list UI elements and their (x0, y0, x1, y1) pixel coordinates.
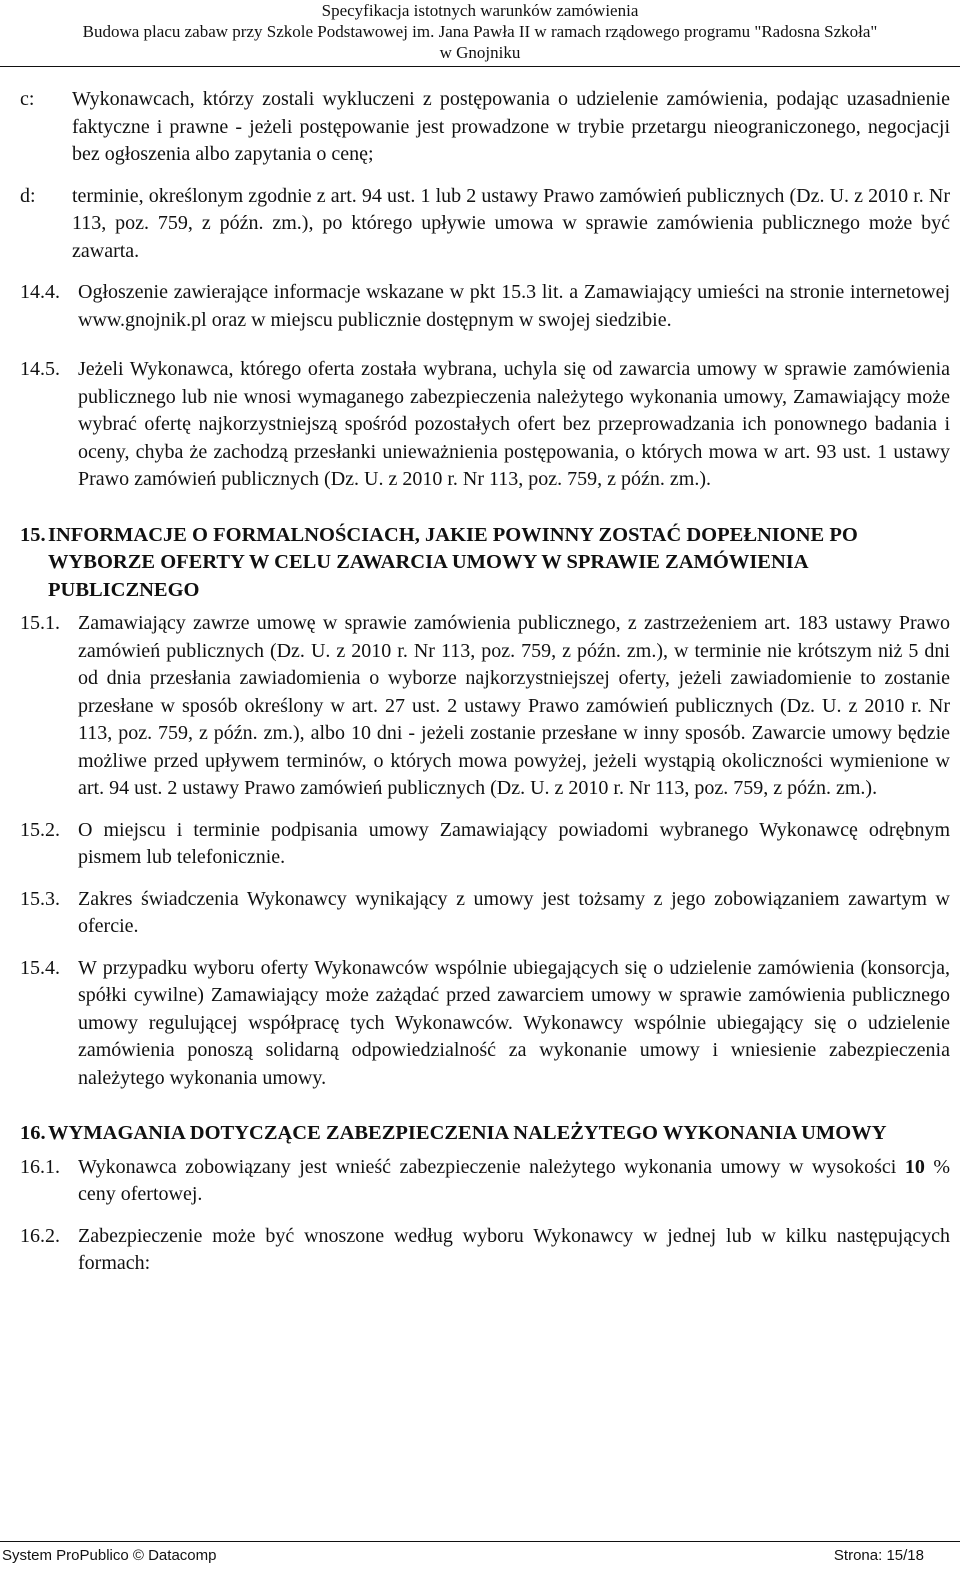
header-title: Specyfikacja istotnych warunków zamówienia (321, 1, 639, 20)
percentage-value: 10 (904, 1155, 925, 1178)
paragraph-number: 15.3. (20, 887, 60, 910)
paragraph-text: Zakres świadczenia Wykonawcy wynikający z umowy jest tożsamy z jego zobowiązaniem zawartym w ofercie. (78, 887, 950, 937)
paragraph-number: 14.4. (20, 281, 60, 303)
paragraph-15-4 (20, 955, 950, 1093)
paragraph-number: 15.2. (20, 818, 60, 841)
section-16-heading (20, 1120, 950, 1148)
document-header (0, 0, 960, 63)
paragraph-text: W przypadku wyboru oferty Wykonawców wspólnie ubiegających się o udzielenie zamówienia (konsorcja, spółki cywilne) Zamawiający może zażądać przed zawarciem umowy w sprawie zamówienia publicznego umowy regulującej współpracę tych Wykonawców. Wykonawcy wspólnie ubiegający się o udzielenie zamówienia ponoszą solidarną odpowiedzialność za wykonanie umowy i wniesienie zabezpieczenia należytego wykonania umowy. (78, 956, 950, 1089)
header-location: w Gnojniku (439, 43, 521, 62)
section-15-heading (20, 522, 950, 605)
paragraph-number: 16.1. (20, 1155, 60, 1178)
paragraph-14-5 (20, 356, 950, 494)
item-text: Wykonawcach, którzy zostali wykluczeni z postępowania o udzielenie zamówienia, podając uzasadnienie faktyczne i prawne - jeżeli postępowanie jest prowadzone w trybie przetargu nieograniczonego, negocjacji bez ogłoszenia albo zapytania o cenę; (72, 88, 950, 165)
section-title: WYMAGANIA DOTYCZĄCE ZABEZPIECZENIA NALEŻYTEGO WYKONANIA UMOWY (48, 1122, 887, 1144)
paragraph-15-1 (20, 610, 950, 803)
footer-divider (0, 1541, 960, 1542)
header-project: Budowa placu zabaw przy Szkole Podstawowej im. Jana Pawła II w ramach rządowego programu "Radosna Szkoła" (82, 22, 878, 41)
section-number: 15. (20, 523, 46, 546)
item-text: terminie, określonym zgodnie z art. 94 ust. 1 lub 2 ustawy Prawo zamówień publicznych (Dz. U. z 2010 r. Nr 113, poz. 759, z późn. zm.), po którego upływie umowa w sprawie zamówienia publicznego może być zawarta. (72, 184, 950, 262)
paragraph-16-2 (20, 1223, 950, 1278)
paragraph-15-3 (20, 886, 950, 941)
paragraph-text: Ogłoszenie zawierające informacje wskazane w pkt 15.3 lit. a Zamawiający umieści na stronie internetowej www.gnojnik.pl oraz w miejscu publicznie dostępnym w swojej siedzibie. (78, 281, 950, 331)
header-divider (0, 66, 960, 67)
document-body (20, 86, 950, 1278)
list-item-d (20, 183, 950, 266)
section-number: 16. (20, 1122, 46, 1144)
paragraph-number: 15.4. (20, 956, 60, 979)
item-marker: c: (20, 88, 35, 110)
paragraph-14-4 (20, 279, 950, 334)
item-marker: d: (20, 184, 36, 207)
paragraph-number: 14.5. (20, 358, 60, 380)
paragraph-text: O miejscu i terminie podpisania umowy Zamawiający powiadomi wybranego Wykonawcę odrębnym pismem lub telefonicznie. (78, 818, 950, 868)
paragraph-16-1 (20, 1154, 950, 1209)
paragraph-number: 16.2. (20, 1224, 60, 1247)
paragraph-text: Zamawiający zawrze umowę w sprawie zamówienia publicznego, z zastrzeżeniem art. 183 ustawy Prawo zamówień publicznych (Dz. U. z 2010 r. Nr 113, poz. 759, z późn. zm.), w terminie nie krótszym niż 5 dni od dnia przesłania zawiadomienia o wyborze najkorzystniejszej oferty, jeżeli zawiadomienie to zostanie przesłane w sposób określony w art. 27 ust. 2 ustawy Prawo zamówień publicznych (Dz. U. z 2010 r. Nr 113, poz. 759, z późn. zm.), albo 10 dni - jeżeli zostanie przesłane w inny sposób. Zawarcie umowy będzie możliwe przed upływem terminów, o których mowa powyżej, jeżeli wystąpią okoliczności wymienione w art. 94 ust. 2 ustawy Prawo zamówień publicznych (Dz. U. z 2010 r. Nr 113, poz. 759, z późn. zm.). (78, 612, 950, 799)
paragraph-number: 15.1. (20, 612, 60, 634)
paragraph-15-2 (20, 817, 950, 872)
page-number: Strona: 15/18 (833, 1547, 924, 1564)
paragraph-text: Zabezpieczenie może być wnoszone według wyboru Wykonawcy w jednej lub w kilku następujących formach: (78, 1224, 950, 1274)
paragraph-text (78, 1154, 950, 1209)
footer-system-label: System ProPublico © Datacomp (2, 1547, 217, 1564)
section-title: INFORMACJE O FORMALNOŚCIACH, JAKIE POWINNY ZOSTAĆ DOPEŁNIONE PO WYBORZE OFERTY W CELU ZAWARCIA UMOWY W SPRAWIE ZAMÓWIENIA PUBLICZNEGO (48, 523, 858, 601)
paragraph-text-end: % ceny ofertowej. (78, 1155, 950, 1205)
list-item-c (20, 86, 950, 169)
paragraph-text: Jeżeli Wykonawca, którego oferta została wybrana, uchyla się od zawarcia umowy w sprawie zamówienia publicznego lub nie wnosi wymaganego zabezpieczenia należytego wykonania umowy, Zamawiający może wybrać ofertę najkorzystniejszą spośród pozostałych ofert bez przeprowadzania ich ponownego badania i oceny, chyba że zachodzą przesłanki unieważnienia postępowania, o których mowa w art. 93 ust. 1 ustawy Prawo zamówień publicznych (Dz. U. z 2010 r. Nr 113, poz. 759, z późn. zm.). (78, 358, 950, 490)
paragraph-text-start: Wykonawca zobowiązany jest wnieść zabezpieczenie należytego wykonania umowy w wysokości (78, 1155, 905, 1178)
